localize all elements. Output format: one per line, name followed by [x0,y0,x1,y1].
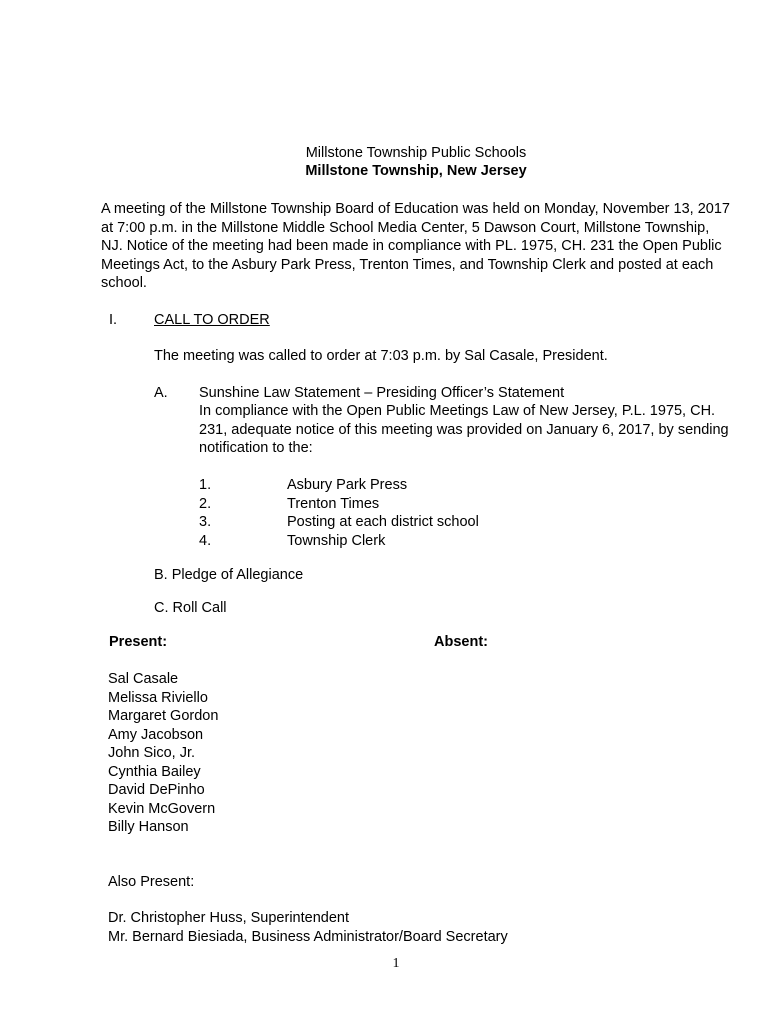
list-item: John Sico, Jr. [108,745,196,761]
absent-label: Absent: [434,634,488,650]
list-number: 3. [199,514,212,530]
also-present-list [108,909,508,946]
section-number: I. [109,312,118,328]
list-item: Amy Jacobson [108,726,204,743]
list-item: Sal Casale [108,671,179,687]
list-item: Asbury Park Press [287,477,408,493]
list-number: 2. [199,495,212,512]
section-title: CALL TO ORDER [154,312,270,328]
list-item: Margaret Gordon [108,708,219,724]
item-c: C. Roll Call [154,600,227,616]
list-item: David DePinho [108,782,205,798]
call-to-order-text: The meeting was called to order at 7:03 p.m. by Sal Casale, President. [154,348,608,364]
list-item: Melissa Riviello [108,689,208,706]
list-item: Township Clerk [287,532,386,549]
header-location: Millstone Township, New Jersey [305,163,527,179]
list-item: Trenton Times [287,495,380,512]
present-list [108,670,218,837]
list-item: Mr. Bernard Biesiada, Business Administrator/Board Secretary [108,928,508,945]
header-district: Millstone Township Public Schools [305,145,527,161]
list-item: Posting at each district school [287,514,479,530]
list-item: Cynthia Bailey [108,763,201,780]
intro-paragraph: A meeting of the Millstone Township Board of Education was held on Monday, November 13, 2017 at 7:00 p.m. in the Millstone Middle School Media Center, 5 Dawson Court, Millstone Township, NJ. Notice of the meeting had been made in compliance with PL. 1975, CH. 231 the Open Public Meetings Act, to the Asbury Park Press, Trenton Times, and Township Clerk and posted at each school. [101,201,730,291]
present-label: Present: [109,634,168,650]
also-present-label: Also Present: [108,874,195,890]
list-number: 1. [199,477,212,493]
list-item: Billy Hanson [108,819,189,835]
page-number: 1 [392,956,400,971]
item-a-body: In compliance with the Open Public Meetings Law of New Jersey, P.L. 1975, CH. 231, adequate notice of this meeting was provided on January 6, 2017, by sending notification to the: [199,403,729,456]
list-item: Dr. Christopher Huss, Superintendent [108,910,349,926]
item-b: B. Pledge of Allegiance [154,567,304,583]
list-item: Kevin McGovern [108,800,216,817]
item-a-title: Sunshine Law Statement – Presiding Officer’s Statement [199,385,565,401]
list-number: 4. [199,532,212,549]
notification-list-numbers [199,476,211,550]
notification-list-items [287,476,479,550]
item-a-label: A. [154,385,168,401]
